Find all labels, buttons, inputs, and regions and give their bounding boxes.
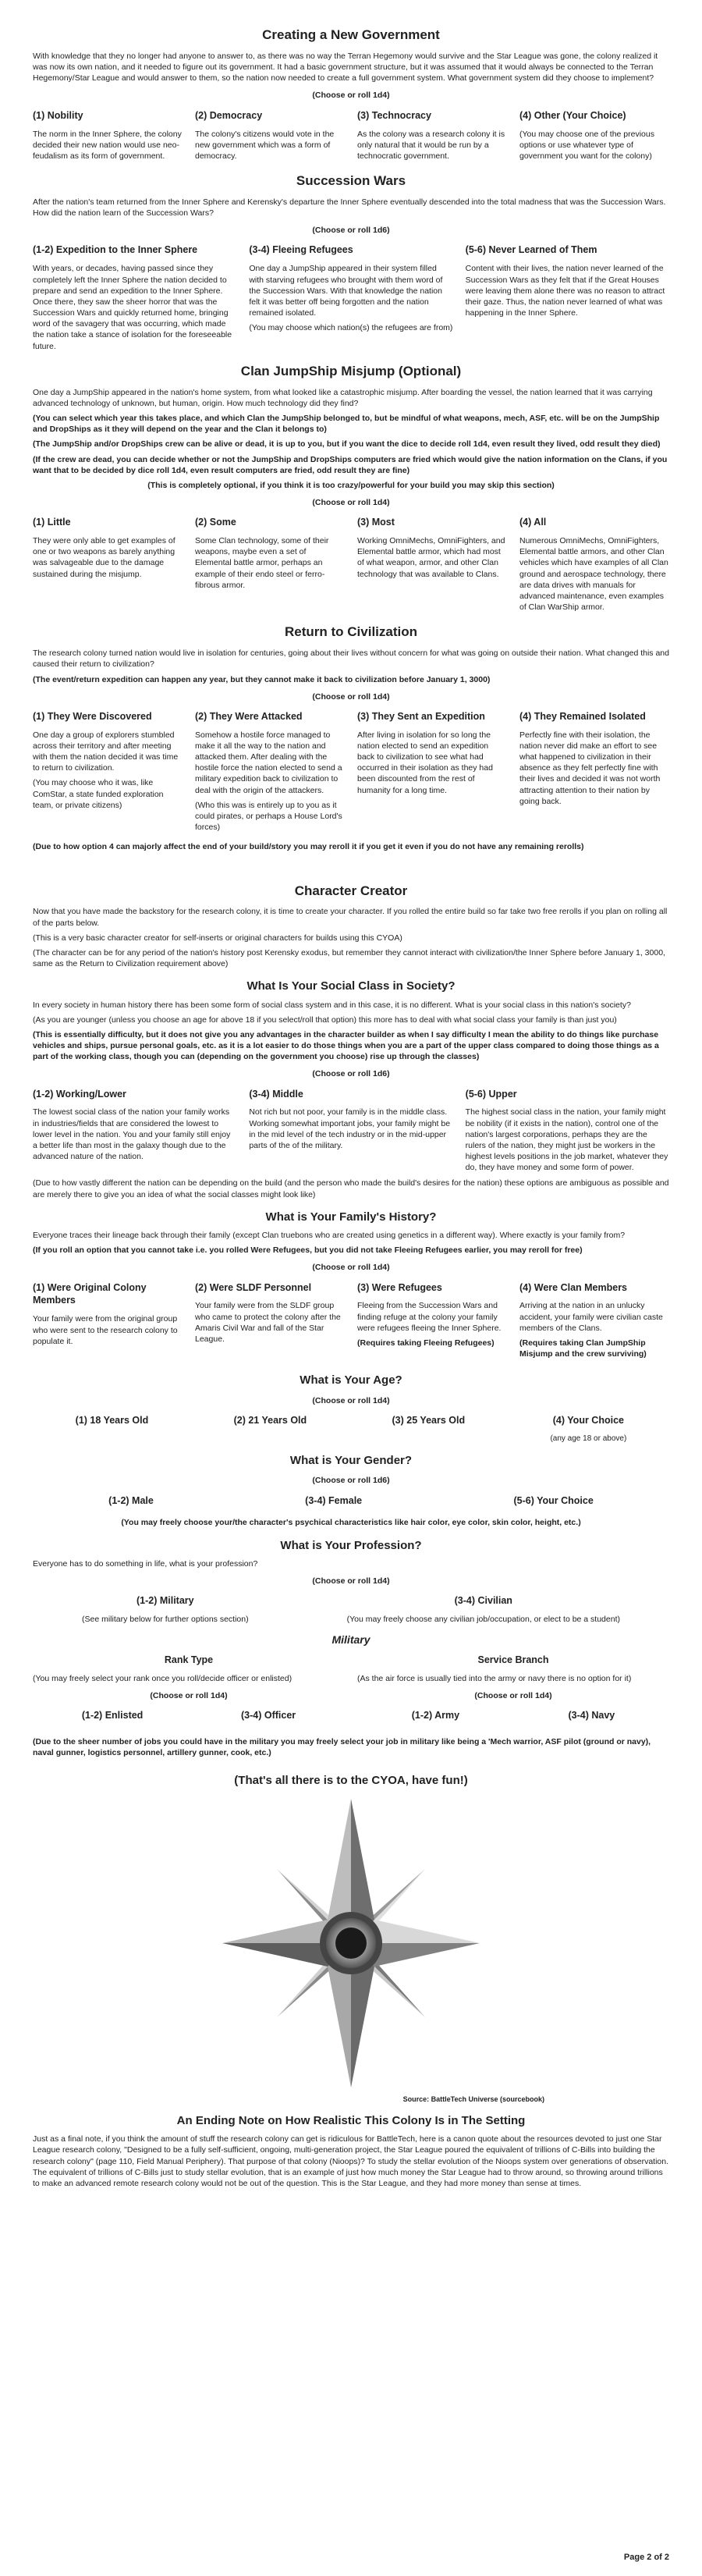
option-text: Numerous OmniMechs, OmniFighters, Elemental battle armors, and other Clan vehicles which have examples of all Clan ground and aerospace technology, there are data drives with manuals for advanced maintenance, even examples of Clan WarShip armor. bbox=[519, 536, 668, 613]
option-text: Some Clan technology, some of their weapons, maybe even a set of Elemental battle armor, perhaps an example of their endo steel or ferro-fibrous armor. bbox=[195, 536, 329, 590]
option-title: (5-6) Upper bbox=[465, 1088, 517, 1100]
option-note: (You may choose who it was, like ComStar, a state funded exploration team, or private citizens) bbox=[33, 778, 164, 810]
military-note: (Due to the sheer number of jobs you could have in the military you may freely select your job in military like being a 'Mech warrior, ASF pilot (ground or navy), naval gunner, logistics personnel, artillery gunner, cook, etc.) bbox=[33, 1737, 651, 1758]
rank-column bbox=[33, 1652, 345, 1732]
age-option-choice bbox=[550, 1412, 626, 1444]
section-title-gender: What is Your Gender? bbox=[289, 1454, 413, 1468]
civ-choose: (Choose or roll 1d4) bbox=[312, 691, 390, 702]
social-choose: (Choose or roll 1d6) bbox=[312, 1069, 390, 1079]
option-title: (1) Nobility bbox=[33, 109, 83, 121]
age-options bbox=[33, 1412, 669, 1444]
option-title: (4) Were Clan Members bbox=[519, 1281, 628, 1293]
option-upper bbox=[466, 1086, 669, 1174]
gender-option: (5-6) Your Choice bbox=[513, 1494, 594, 1506]
option-text: As the colony was a research colony it is only natural that it would be run by a technocratic government. bbox=[357, 129, 505, 161]
option-title: (2) Some bbox=[195, 517, 236, 528]
rank-options bbox=[33, 1707, 345, 1729]
age-option: (1) 18 Years Old bbox=[75, 1414, 149, 1426]
option-title: (2) They Were Attacked bbox=[195, 710, 303, 722]
age-choose: (Choose or roll 1d4) bbox=[312, 1395, 390, 1405]
option-title: (3) Were Refugees bbox=[357, 1281, 442, 1293]
clan-choose: (Choose or roll 1d4) bbox=[312, 498, 390, 508]
military-columns bbox=[33, 1652, 669, 1732]
prof-choose: (Choose or roll 1d4) bbox=[312, 1576, 390, 1586]
family-choose: (Choose or roll 1d4) bbox=[312, 1263, 390, 1273]
branch-column bbox=[357, 1652, 669, 1732]
age-option: (2) 21 Years Old bbox=[233, 1414, 307, 1426]
option-all bbox=[519, 514, 669, 613]
option-note: (You may freely choose any civilian job/occupation, or elect to be a student) bbox=[346, 1615, 620, 1625]
option-sent-expedition bbox=[357, 709, 507, 837]
social-options bbox=[33, 1086, 669, 1174]
clan-note-1: (You can select which year this takes place, and which Clan the JumpShip belonged to, but be mindful of what weapons, mech, ASF, etc. will be on the JumpShip and DropShips as it they will depend on the year and the Clan it belongs to) bbox=[33, 414, 660, 435]
rank-option: (1-2) Enlisted bbox=[81, 1710, 144, 1721]
option-text: The norm in the Inner Sphere, the colony decided their new nation would use neo-feudalism as its form of government. bbox=[33, 129, 182, 161]
ending-note-text: Just as a final note, if you think the amount of stuff the research colony can get is ridiculous for BattleTech, here is a canon quote about the resources devoted to just one Star League research colony, "Designed to be a fully self-sufficient, ongoing, multi-generation project, the Star League poured the equivalent of trillions of C-Bills into building the research colony" (page 110, Field Manual Periphery). That purpose of that colony (Nioops)? To study the stellar evolution of the Nioops system over generations of observation. The equivalent of trillions of C-Bills just to study stellar evolution, that is an example of just how much money the Star League had to throw around, so throwing around trillions to make an advanced remote research colony would not be out of the question. This is the Star League, and they had more money than sense at times. bbox=[33, 2134, 669, 2188]
option-text: Perfectly fine with their isolation, the nation never did make an effort to see what happened to civilization in their absence as they felt perfectly fine with their lives and decided it was not worth attracting attention to their nation by going back. bbox=[519, 730, 661, 806]
option-title: (3-4) Fleeing Refugees bbox=[249, 244, 353, 256]
prof-options bbox=[33, 1593, 669, 1625]
section-title-age: What is Your Age? bbox=[300, 1373, 402, 1387]
branch-options bbox=[357, 1707, 669, 1729]
option-refugees bbox=[249, 242, 452, 351]
family-p1: Everyone traces their lineage back through their family (except Clan truebons who are created using genetics in a different way). Where exactly is your family from? bbox=[33, 1231, 626, 1241]
closing-title: (That's all there is to the CYOA, have fun!) bbox=[234, 1773, 468, 1787]
option-discovered bbox=[33, 709, 183, 837]
clan-options bbox=[33, 514, 669, 613]
option-democracy bbox=[195, 108, 345, 162]
age-option: (4) Your Choice bbox=[552, 1414, 624, 1426]
option-never-learned bbox=[466, 242, 669, 351]
option-title: (2) Were SLDF Personnel bbox=[195, 1281, 312, 1293]
option-title: (5-6) Never Learned of Them bbox=[465, 244, 597, 256]
option-title: (4) They Remained Isolated bbox=[519, 710, 646, 722]
rank-note: (You may freely select your rank once you roll/decide officer or enlisted) bbox=[33, 1674, 292, 1683]
option-title: (1) They Were Discovered bbox=[33, 710, 152, 722]
government-intro: With knowledge that they no longer had anyone to answer to, as there was no way the Terran Hegemony would survive and the Star League was gone, the colony realized it was now its own nation, and it needed to figure out its government. It had a basic government structure, but it was assumed that it would always be connected to the Terran Hegemony/Star League and would answer to them, so the nation now needed to create a full government system. What government system did they choose to implement? bbox=[33, 51, 658, 83]
option-title: (4) Other (Your Choice) bbox=[519, 109, 626, 121]
option-text: The highest social class in the nation, your family might be nobility (if it exists in the nation), control one of the nation's largest corporations, perhaps they are the rulers of the nation, they might just be workers in the highest levels positions in the job market, whatever they do, they have money and some form of power. bbox=[465, 1107, 668, 1173]
option-title: (4) All bbox=[519, 517, 547, 528]
char-p3: (The character can be for any period of the nation's history post Kerensky exodus, but remember they cannot interact with civilization/the Inner Sphere before January 1, 3000, same as the Return to Civilization requirement above) bbox=[33, 947, 665, 969]
option-note: (You may choose which nation(s) the refugees are from) bbox=[249, 323, 453, 333]
option-text: The lowest social class of the nation your family works in industries/fields that are considered the lowest to lower level in the nation. You and your family still enjoy a better life than most in the galaxy though due to the advanced nature of the nation. bbox=[33, 1107, 231, 1162]
clan-intro: One day a JumpShip appeared in the nation's home system, from what looked like a catastrophic misjump. After boarding the vessel, the nation learned that it was carrying advanced technology of unknown, but human, origin. How much technology did they find? bbox=[33, 387, 653, 408]
gender-note: (You may freely choose your/the character's psychical characteristics like hair color, eye color, skin color, height, etc.) bbox=[121, 1518, 581, 1528]
option-title: (3) Technocracy bbox=[357, 109, 431, 121]
option-title: (3) Most bbox=[357, 517, 395, 528]
civ-note: (The event/return expedition can happen any year, but they cannot make it back to civilization before January 1, 3000) bbox=[33, 674, 491, 684]
option-working bbox=[33, 1086, 236, 1174]
branch-option: (1-2) Army bbox=[411, 1710, 460, 1721]
social-p2: (As you are younger (unless you choose an age for above 18 if you select/roll that option) this more has to deal with what social class your family is than just you) bbox=[33, 1014, 617, 1025]
government-options bbox=[33, 108, 669, 162]
option-text: They were only able to get examples of one or two weapons as barely anything was salvageable due to the damage sustained during the misjump. bbox=[33, 536, 176, 579]
option-sldf bbox=[195, 1280, 345, 1364]
option-title: (2) Democracy bbox=[195, 109, 263, 121]
social-note: (This is essentially difficulty, but it does not give you any advantages in the character builder as when I say difficulty I mean the ability to do things like purchase vehicles and ships, pursue personal goals, etc. as it is a lot easier to do those things when you are a part of the upper class compared to doing those things as a part of the working class, though you can (depending on the government you choose) rise up through the classes) bbox=[33, 1029, 659, 1062]
branch-title: Service Branch bbox=[477, 1654, 549, 1666]
option-text: One day a JumpShip appeared in their system filled with starving refugees who brought with them word of the Succession Wars. With that knowledge the nation felt it was better off being forgotten and the nation remained isolated. bbox=[249, 264, 443, 318]
option-middle bbox=[249, 1086, 452, 1174]
ending-note-title: An Ending Note on How Realistic This Colony Is in The Setting bbox=[176, 2113, 526, 2127]
social-footnote: (Due to how vastly different the nation can be depending on the build (and the person who made the build's desires for the nation) these options are ambiguous as possible and are merely there to give you an idea of what the social classes might look like) bbox=[33, 1178, 669, 1199]
option-title: (1-2) Military bbox=[136, 1595, 194, 1607]
option-requirement: (Requires taking Fleeing Refugees) bbox=[357, 1338, 495, 1348]
clan-note-2: (The JumpShip and/or DropShips crew can be alive or dead, it is up to you, but if you want the dice to decide roll 1d4, even result they lived, odd result they died) bbox=[33, 439, 661, 449]
branch-option: (3-4) Navy bbox=[568, 1710, 615, 1721]
age-option: (3) 25 Years Old bbox=[392, 1414, 466, 1426]
prof-p1: Everyone has to do something in life, what is your profession? bbox=[33, 1558, 258, 1569]
rank-option: (3-4) Officer bbox=[241, 1710, 296, 1721]
civ-footnote: (Due to how option 4 can majorly affect the end of your build/story you may reroll it if you get it even if you do not have any remaining rerolls) bbox=[33, 842, 584, 852]
family-note: (If you roll an option that you cannot take i.e. you rolled Were Refugees, but you did not take Fleeing Refugees earlier, you may reroll for free) bbox=[33, 1245, 583, 1256]
option-colony-members bbox=[33, 1280, 183, 1364]
section-title-social: What Is Your Social Class in Society? bbox=[246, 979, 456, 993]
option-most bbox=[357, 514, 507, 613]
wars-intro: After the nation's team returned from the Inner Sphere and Kerensky's departure the Inner Sphere eventually descended into the total madness that was the Succession Wars. How did the nation learn of the Succession Wars? bbox=[33, 197, 666, 219]
family-options bbox=[33, 1280, 669, 1364]
clan-note-3: (If the crew are dead, you can decide whether or not the JumpShip and DropShips computers are fried which would give the nation information on the Clans, if you want that to be decided by dice roll 1d4, even result computers are fried, odd result they are fine) bbox=[33, 454, 668, 475]
option-text: Your family were from the SLDF group who came to protect the colony after the Amaris Civil War and fall of the Star League. bbox=[195, 1301, 341, 1344]
rank-choose: (Choose or roll 1d4) bbox=[150, 1691, 228, 1701]
section-title-succession-wars: Succession Wars bbox=[296, 173, 406, 189]
gender-option: (3-4) Female bbox=[305, 1494, 363, 1506]
option-text: (You may choose one of the previous options or use whatever type of government you want for the colony) bbox=[519, 129, 654, 161]
option-little bbox=[33, 514, 183, 613]
option-nobility bbox=[33, 108, 183, 162]
section-title-family: What is Your Family's History? bbox=[265, 1210, 437, 1224]
section-title-return: Return to Civilization bbox=[285, 624, 417, 640]
option-text: Arriving at the nation in an unlucky accident, your family were civilian caste members of the Clans. bbox=[519, 1301, 663, 1333]
option-text: Your family were from the original group who were sent to the research colony to populate it. bbox=[33, 1314, 178, 1346]
page bbox=[33, 0, 669, 2562]
gender-options bbox=[33, 1493, 669, 1514]
option-title: (1) Little bbox=[33, 517, 71, 528]
char-p2: (This is a very basic character creator for self-inserts or original characters for builds using this CYOA) bbox=[33, 933, 402, 943]
prof-option-civilian bbox=[347, 1593, 620, 1625]
char-p1: Now that you have made the backstory for the research colony, it is time to create your character. If you rolled the entire build so far take two free rerolls if you plan on rolling all of the parts below. bbox=[33, 907, 668, 928]
option-attacked bbox=[195, 709, 345, 837]
option-text: Somehow a hostile force managed to make it all the way to the nation and attacked them. After dealing with the hostile force the nation elected to send a military expedition back to civilization to deal with the origin of the attackers. bbox=[195, 730, 342, 795]
option-technocracy bbox=[357, 108, 507, 162]
branch-choose: (Choose or roll 1d4) bbox=[474, 1691, 552, 1701]
compass-star-image bbox=[33, 1795, 669, 2091]
gender-choose: (Choose or roll 1d6) bbox=[312, 1476, 390, 1486]
section-title-profession: What is Your Profession? bbox=[280, 1538, 422, 1552]
rank-title: Rank Type bbox=[164, 1654, 214, 1666]
wars-choose: (Choose or roll 1d6) bbox=[312, 226, 390, 236]
option-text: Content with their lives, the nation never learned of the Succession Wars as they felt that if the Great Houses were leaving them alone there was no reason to attract their gaze. Thus, the nation never learned of what was happening in the Inner Sphere. bbox=[465, 264, 665, 318]
age-note: (any age 18 or above) bbox=[550, 1434, 627, 1443]
option-text: One day a group of explorers stumbled across their territory and after meeting with them the nation decided it was time to return to civilization. bbox=[33, 730, 179, 773]
option-text: Fleeing from the Succession Wars and finding refuge at the colony your family were refugees fleeing the Inner Sphere. bbox=[357, 1301, 502, 1333]
option-title: (1-2) Expedition to the Inner Sphere bbox=[33, 244, 198, 256]
option-title: (3) They Sent an Expedition bbox=[357, 710, 485, 722]
compass-star-icon bbox=[211, 1795, 491, 2091]
section-title-clan-jumpship: Clan JumpShip Misjump (Optional) bbox=[240, 363, 462, 378]
option-expedition bbox=[33, 242, 236, 351]
section-title-character: Character Creator bbox=[294, 883, 408, 898]
option-text: After living in isolation for so long the nation elected to send an expedition back to civilization to see what had occurred in their isolation as they had been discounted from the rest of humanity for a long time. bbox=[357, 730, 493, 795]
section-title-government: Creating a New Government bbox=[262, 27, 440, 42]
option-text: Not rich but not poor, your family is in the middle class. Working somewhat important jobs, your family might be in the mid level of the tech industry or in the mid-upper parts of the of the military. bbox=[249, 1107, 451, 1150]
option-some bbox=[195, 514, 345, 613]
option-title: (3-4) Middle bbox=[249, 1088, 303, 1100]
gender-option: (1-2) Male bbox=[108, 1494, 154, 1506]
option-title: (1-2) Working/Lower bbox=[33, 1088, 126, 1100]
option-text: Working OmniMechs, OmniFighters, and Elemental battle armor, which had most of what weapon, armor, and other Clan technology that was available to Clans. bbox=[357, 536, 505, 579]
wars-options bbox=[33, 242, 669, 351]
option-title: (1) Were Original Colony Members bbox=[33, 1281, 147, 1306]
option-text: The colony's citizens would vote in the new government which was a form of democracy. bbox=[195, 129, 335, 161]
option-title: (3-4) Civilian bbox=[454, 1595, 512, 1607]
page-number: Page 2 of 2 bbox=[623, 2553, 669, 2562]
option-note: (See military below for further options section) bbox=[82, 1615, 249, 1625]
civ-intro: The research colony turned nation would live in isolation for centuries, going about their lives without concern for what was going on outside their nation. What changed this and caused their return to civilization? bbox=[33, 648, 669, 670]
social-p1: In every society in human history there has been some form of social class system and in this case, it is no different. What is your social class in this nation's society? bbox=[33, 1000, 631, 1010]
option-note: (Who this was is entirely up to you as it could pirates, or perhaps a House Lord's forces) bbox=[195, 800, 342, 833]
civ-options bbox=[33, 709, 669, 837]
prof-option-military bbox=[82, 1593, 249, 1625]
clan-note-4: (This is completely optional, if you think it is too crazy/powerful for your build you may skip this section) bbox=[147, 480, 555, 490]
option-requirement: (Requires taking Clan JumpShip Misjump and the crew surviving) bbox=[519, 1338, 647, 1359]
option-other bbox=[519, 108, 669, 162]
government-choose: (Choose or roll 1d4) bbox=[312, 91, 390, 101]
image-source: Source: BattleTech Universe (sourcebook) bbox=[402, 2095, 544, 2103]
option-isolated bbox=[519, 709, 669, 837]
option-family-refugees bbox=[357, 1280, 507, 1364]
option-text: With years, or decades, having passed since they completely left the Inner Sphere the nation decided to prepare and send an expedition to the Inner Sphere. Once there, they saw the sheer horror that was the Succession Wars and quickly returned home, bringing word of the savagery that was occurring, which made the nation take a stance of isolation for the foreseeable future. bbox=[33, 264, 232, 351]
branch-note: (As the air force is usually tied into the army or navy there is no option for it) bbox=[357, 1674, 632, 1683]
option-clan-members bbox=[519, 1280, 669, 1364]
section-title-military: Military bbox=[332, 1633, 370, 1647]
